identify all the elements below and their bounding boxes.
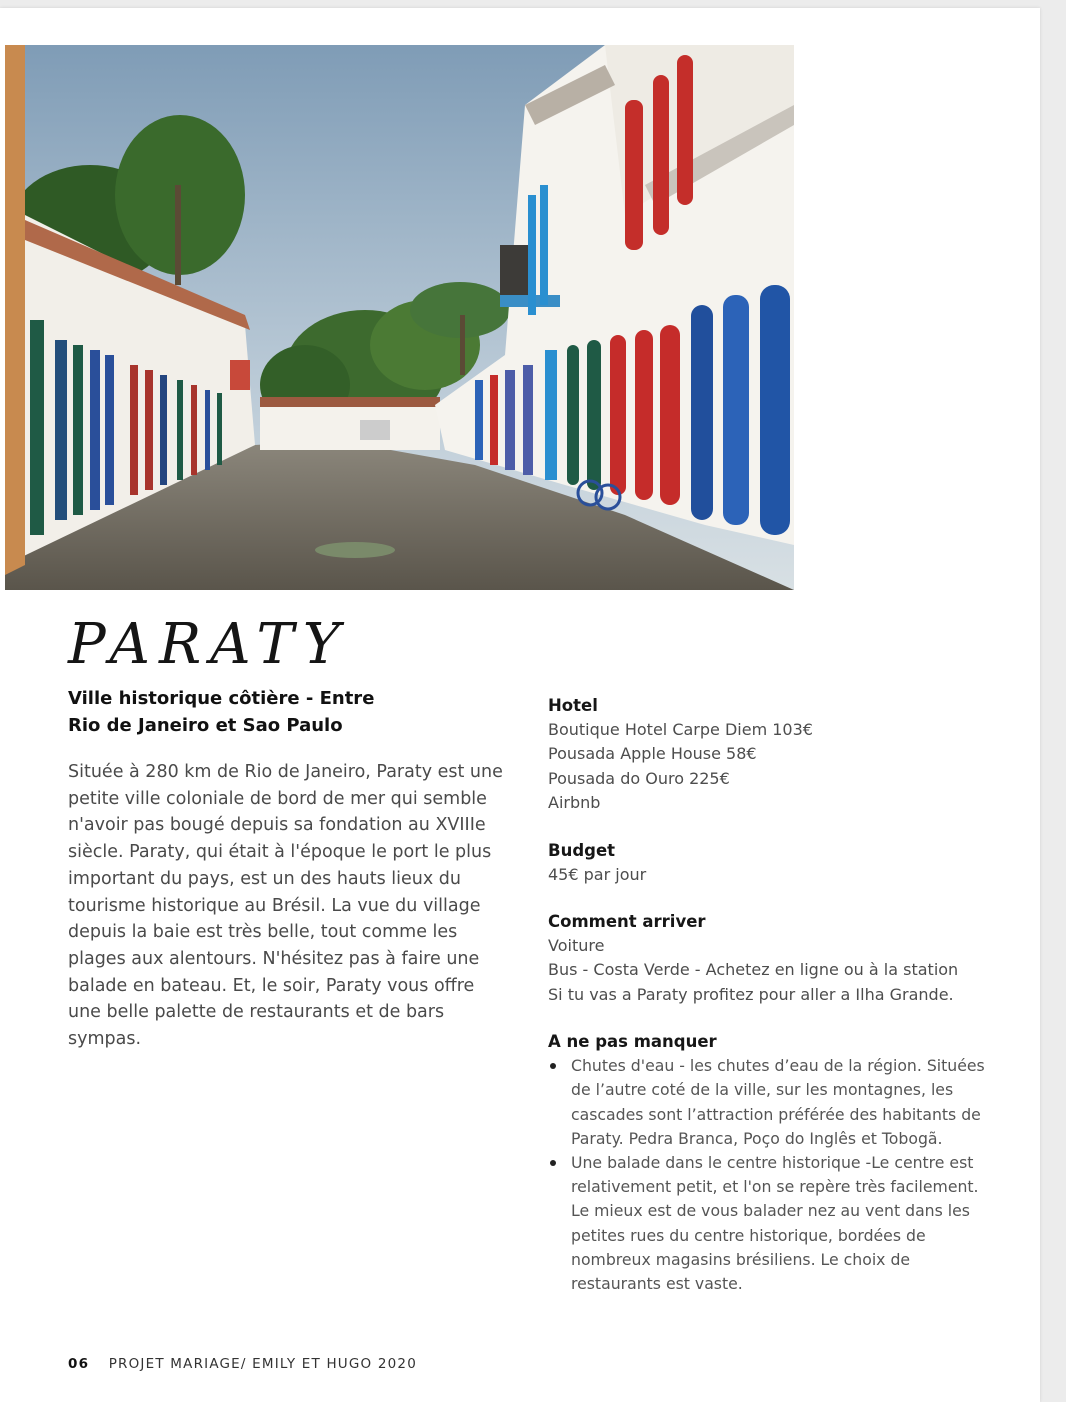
- hotel-item: Boutique Hotel Carpe Diem 103€: [548, 720, 813, 739]
- budget-heading: Budget: [548, 840, 616, 860]
- hotel-section: [548, 694, 988, 816]
- page-title: PARATY: [68, 612, 349, 677]
- bullet-icon: [550, 1160, 556, 1166]
- list-item-text: Une balade dans le centre historique -Le centre est relativement petit, et l'on se repère très facilement. Le mieux est de vous balader nez au vent dans les petites rues du centre historique, bordées de nombreux magasins brésiliens. Le choix de restaurants est vaste.: [571, 1153, 979, 1294]
- page-subtitle: [68, 685, 398, 739]
- arrival-heading: Comment arriver: [548, 912, 706, 932]
- document-page: [0, 8, 1040, 1402]
- budget-section: [548, 839, 988, 887]
- list-item: [548, 1054, 988, 1151]
- list-item: [548, 1151, 988, 1296]
- paraty-street-photo: [5, 45, 794, 590]
- arrival-item: Si tu vas a Paraty profitez pour aller a Ilha Grande.: [548, 984, 954, 1004]
- arrival-section: [548, 910, 988, 1007]
- info-column: [548, 694, 988, 1319]
- must-see-heading: A ne pas manquer: [548, 1032, 717, 1052]
- page-footer: [68, 1356, 417, 1372]
- hotel-item: Pousada do Ouro 225€: [548, 768, 730, 788]
- hotel-heading: Hotel: [548, 696, 598, 715]
- hotel-item: Pousada Apple House 58€: [548, 744, 757, 764]
- must-see-section: [548, 1030, 988, 1296]
- intro-paragraph: Située à 280 km de Rio de Janeiro, Paraty est une petite ville coloniale de bord de mer qui semble n'avoir pas bougé depuis sa fondation au XVIIIe siècle. Paraty, qui était à l'époque le port le plus important du pays, est un des hauts lieux du tourisme historique au Brésil. La vue du village depuis la baie est très belle, tout comme les plages aux alentours. N'hésitez pas à faire une balade en bateau. Et, le soir, Paraty vous offre une belle palette de restaurants et de bars sympas.: [68, 762, 503, 1050]
- footer-text: PROJET MARIAGE/ EMILY ET HUGO 2020: [108, 1356, 418, 1372]
- budget-item: 45€ par jour: [548, 864, 647, 884]
- arrival-item: Voiture: [548, 936, 605, 956]
- hotel-item: Airbnb: [548, 793, 601, 813]
- bullet-icon: [550, 1063, 556, 1069]
- list-item-text: Chutes d'eau - les chutes d’eau de la région. Situées de l’autre coté de la ville, sur les montagnes, les cascades sont l’attraction préférée des habitants de Paraty. Pedra Branca, Poço do Inglês et Tobogã.: [571, 1056, 985, 1148]
- must-see-list: [548, 1054, 988, 1296]
- subtitle-line-2: Rio de Janeiro et Sao Paulo: [68, 715, 343, 736]
- subtitle-line-1: Ville historique côtière - Entre: [68, 688, 375, 709]
- page-number: 06: [68, 1356, 90, 1372]
- arrival-item: Bus - Costa Verde - Achetez en ligne ou à la station: [548, 960, 959, 980]
